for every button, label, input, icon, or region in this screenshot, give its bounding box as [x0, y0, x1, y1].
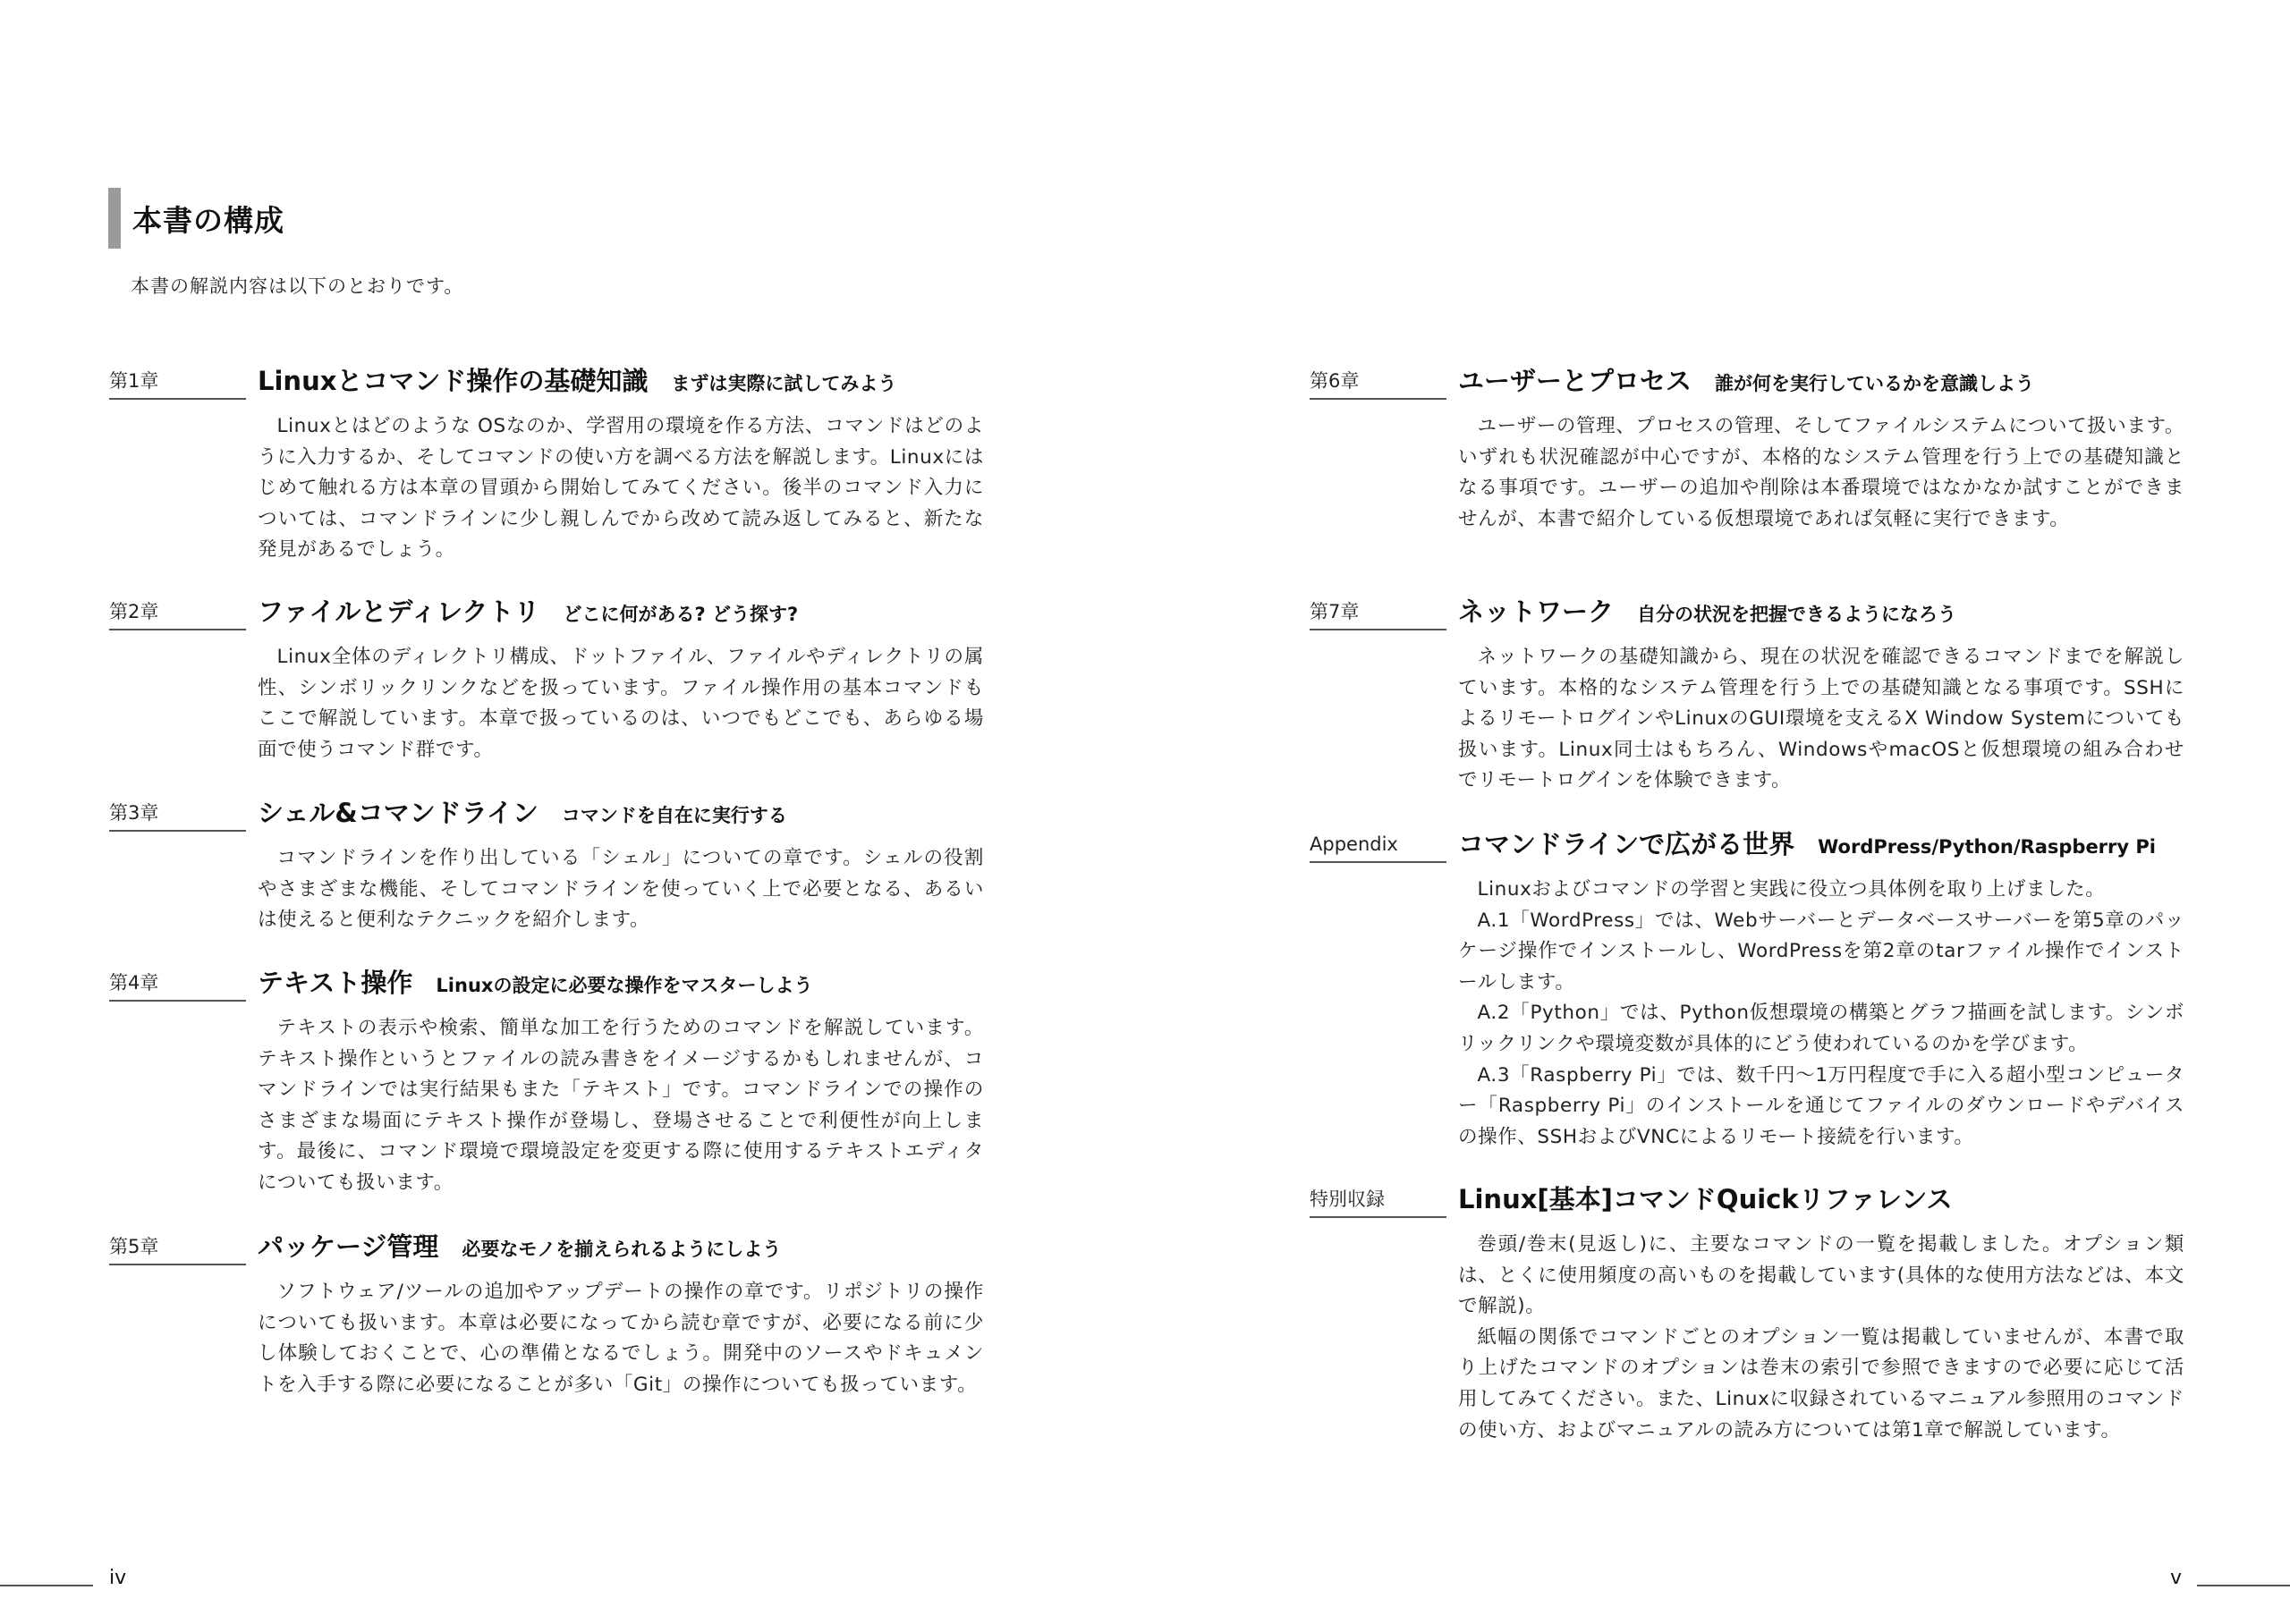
- footer-rule: [2197, 1585, 2290, 1586]
- chapter-label-block: [1310, 367, 1446, 400]
- chapter-subtitle: 自分の状況を把握できるようになろう: [1637, 604, 1957, 625]
- chapter-heading: [258, 793, 787, 830]
- chapter-label-rule: [109, 398, 246, 400]
- chapter-title: テキスト操作: [258, 968, 413, 998]
- chapter-label: 特別収録: [1310, 1188, 1385, 1210]
- chapter-paragraph: A.1「WordPress」では、Webサーバーとデータベースサーバーを第5章のパッケージ操作でインストールし、WordPressを第2章のtarファイル操作でインストールします。: [1458, 909, 2184, 994]
- chapter-label-rule: [1310, 398, 1446, 400]
- chapter-label-rule: [109, 1264, 246, 1265]
- page-number: iv: [109, 1567, 127, 1589]
- section-heading: [108, 188, 284, 249]
- footer-rule: [0, 1585, 93, 1586]
- chapter-paragraph: コマンドラインを作り出している「シェル」についての章です。シェルの役割やさまざまな機能、そしてコマンドラインを使っていく上で必要となる、あるいは使えると便利なテクニックを紹介します。: [258, 847, 984, 932]
- chapter-body: [258, 843, 984, 936]
- chapter-label: 第4章: [109, 972, 159, 994]
- chapter-label: 第1章: [109, 370, 159, 392]
- chapter-heading: [1458, 825, 2156, 861]
- chapter-body: [1458, 1230, 2184, 1446]
- chapter-body: [1458, 875, 2184, 1153]
- chapter-label: 第7章: [1310, 601, 1360, 622]
- chapter-label: 第6章: [1310, 370, 1360, 392]
- chapter-label-block: [109, 367, 246, 400]
- chapter-label-rule: [109, 830, 246, 832]
- chapter-paragraph: Linux全体のディレクトリ構成、ドットファイル、ファイルやディレクトリの属性、シンボリックリンクなどを扱っています。ファイル操作用の基本コマンドもここで解説しています。本章で扱っているのは、いつでもどこでも、あらゆる場面で使うコマンド群です。: [258, 646, 984, 761]
- chapter-label-rule: [1310, 629, 1446, 630]
- chapter-body: [258, 411, 984, 566]
- page-number: v: [2170, 1567, 2183, 1589]
- chapter-heading: [1458, 1180, 1952, 1216]
- chapter-paragraph: A.3「Raspberry Pi」では、数千円〜1万円程度で手に入る超小型コンピューター「Raspberry Pi」のインストールを通じてファイルのダウンロードやデバイスの操作、SSHおよびVNCによるリモート接続を行います。: [1458, 1063, 2184, 1148]
- chapter-title: Linux[基本]コマンドQuickリファレンス: [1458, 1184, 1953, 1214]
- chapter-label-block: [1310, 597, 1446, 630]
- chapter-label-block: [1310, 830, 1446, 863]
- chapter-subtitle: Linuxの設定に必要な操作をマスターしよう: [436, 975, 813, 996]
- chapter-title: ネットワーク: [1458, 596, 1615, 627]
- chapter-label-rule: [109, 1000, 246, 1002]
- chapter-label: 第3章: [109, 802, 159, 824]
- chapter-subtitle: WordPress/Python/Raspberry Pi: [1818, 836, 2156, 858]
- chapter-heading: [1458, 361, 2034, 398]
- chapter-label-block: [109, 968, 246, 1002]
- chapter-title: コマンドラインで広がる世界: [1458, 829, 1795, 859]
- chapter-paragraph: 巻頭/巻末(見返し)に、主要なコマンドの一覧を掲載しました。オプション類は、とくに使用頻度の高いものを掲載しています(具体的な使用方法などは、本文で解説)。: [1458, 1233, 2184, 1318]
- chapter-title: パッケージ管理: [258, 1231, 439, 1262]
- section-intro: 本書の解説内容は以下のとおりです。: [131, 275, 464, 297]
- chapter-paragraph: テキストの表示や検索、簡単な加工を行うためのコマンドを解説しています。テキスト操作というとファイルの読み書きをイメージするかもしれませんが、コマンドラインでは実行結果もまた「テキスト」です。コマンドラインでの操作のさまざまな場面にテキスト操作が登場し、登場させることで利便性が向上します。最後に、コマンド環境で環境設定を変更する際に使用するテキストエディタについても扱います。: [258, 1017, 984, 1194]
- chapter-label-block: [109, 597, 246, 630]
- chapter-subtitle: 必要なモノを揃えられるようにしよう: [462, 1239, 782, 1260]
- chapter-paragraph: ネットワークの基礎知識から、現在の状況を確認できるコマンドまでを解説しています。本格的なシステム管理を行う上での基礎知識となる事項です。SSHによるリモートログインやLinuxのGUI環境を支えるX Window Systemについても扱います。Linux同士はもちろん、WindowsやmacOSと仮想環境の組み合わせでリモートログインを体験できます。: [1458, 646, 2184, 792]
- chapter-label-block: [109, 1232, 246, 1265]
- chapter-label-block: [1310, 1185, 1446, 1218]
- chapter-paragraph: ユーザーの管理、プロセスの管理、そしてファイルシステムについて扱います。いずれも状況確認が中心ですが、本格的なシステム管理を行う上での基礎知識となる事項です。ユーザーの追加や削除は本番環境ではなかなか試すことができませんが、本書で紹介している仮想環境であれば気軽に実行できます。: [1458, 415, 2184, 530]
- chapter-title: ユーザーとプロセス: [1458, 366, 1692, 396]
- chapter-heading: [258, 1227, 781, 1264]
- chapter-paragraph: A.2「Python」では、Python仮想環境の構築とグラフ描画を試します。シンボリックリンクや環境変数が具体的にどう使われているのかを学びます。: [1458, 1002, 2184, 1055]
- chapter-subtitle: コマンドを自在に実行する: [561, 805, 787, 826]
- chapter-body: [258, 1277, 984, 1400]
- chapter-label-rule: [1310, 861, 1446, 863]
- chapter-heading: [258, 361, 896, 398]
- chapter-label-rule: [109, 629, 246, 630]
- chapter-body: [258, 642, 984, 765]
- chapter-title: Linuxとコマンド操作の基礎知識: [258, 366, 649, 396]
- chapter-title: ファイルとディレクトリ: [258, 596, 540, 627]
- chapter-heading: [258, 963, 812, 1000]
- chapter-body: [258, 1013, 984, 1199]
- chapter-label: Appendix: [1310, 833, 1398, 855]
- chapter-paragraph: Linuxとはどのような OSなのか、学習用の環境を作る方法、コマンドはどのように入力するか、そしてコマンドの使い方を調べる方法を解説します。Linuxにはじめて触れる方は本章の冒頭から開始してみてください。後半のコマンド入力については、コマンドラインに少し親しんでから改めて読み返してみると、新たな発見があるでしょう。: [258, 415, 984, 562]
- chapter-subtitle: 誰が何を実行しているかを意識しよう: [1715, 373, 2035, 394]
- right-page: [1145, 0, 2290, 1624]
- chapter-paragraph: 紙幅の関係でコマンドごとのオプション一覧は掲載していませんが、本書で取り上げたコマンドのオプションは巻末の索引で参照できますので必要に応じて活用してみてください。また、Linuxに収録されているマニュアル参照用のコマンドの使い方、およびマニュアルの読み方については第1章で解説しています。: [1458, 1325, 2184, 1442]
- chapter-label: 第2章: [109, 601, 159, 622]
- chapter-subtitle: どこに何がある? どう探す?: [563, 604, 799, 625]
- section-title: 本書の構成: [132, 202, 284, 238]
- chapter-heading: [258, 592, 798, 629]
- chapter-label: 第5章: [109, 1236, 159, 1257]
- chapter-label-rule: [1310, 1216, 1446, 1218]
- chapter-paragraph: ソフトウェア/ツールの追加やアップデートの操作の章です。リポジトリの操作についても扱います。本章は必要になってから読む章ですが、必要になる前に少し体験しておくことで、心の準備となるでしょう。開発中のソースやドキュメントを入手する際に必要になることが多い「Git」の操作についても扱っています。: [258, 1281, 984, 1396]
- chapter-heading: [1458, 592, 1956, 629]
- chapter-title: シェル&コマンドライン: [258, 798, 539, 828]
- chapter-paragraph: Linuxおよびコマンドの学習と実践に役立つ具体例を取り上げました。: [1477, 878, 2106, 901]
- chapter-body: [1458, 642, 2184, 797]
- chapter-body: [1458, 411, 2184, 535]
- chapter-subtitle: まずは実際に試してみよう: [671, 373, 897, 394]
- chapter-label-block: [109, 799, 246, 832]
- heading-accent-bar: [108, 188, 121, 249]
